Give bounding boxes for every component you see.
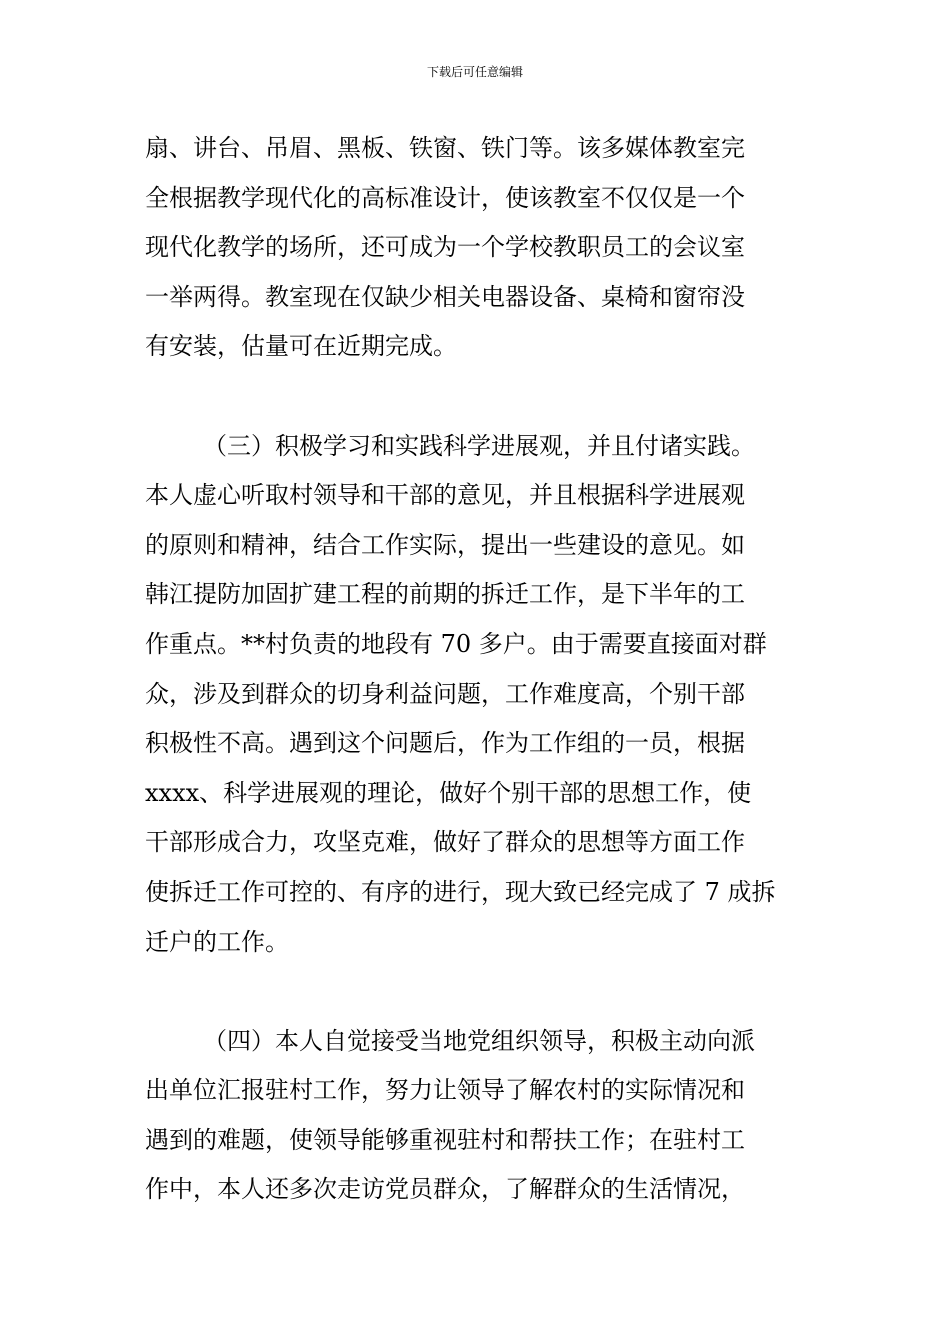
text-line: 的原则和精神，结合工作实际，提出一些建设的意见。如 bbox=[145, 530, 745, 559]
paragraph-heading-line: （四）本人自觉接受当地党组织领导，积极主动向派 bbox=[203, 1026, 755, 1055]
text-line: 全根据教学现代化的高标准设计，使该教室不仅仅是一个 bbox=[145, 183, 745, 212]
text-line: 迁户的工作。 bbox=[145, 927, 289, 956]
text-line: 扇、讲台、吊眉、黑板、铁窗、铁门等。该多媒体教室完 bbox=[145, 134, 745, 162]
text-line: 现代化教学的场所，还可成为一个学校教职员工的会议室 bbox=[145, 233, 745, 262]
text-line: 有安装，估量可在近期完成。 bbox=[145, 332, 457, 361]
text-line: 作重点。**村负责的地段有 70 多户。由于需要直接面对群 bbox=[145, 629, 767, 658]
text-line: 积极性不高。遇到这个问题后，作为工作组的一员，根据 bbox=[145, 729, 745, 758]
text-line: 使拆迁工作可控的、有序的进行，现大致已经完成了 7 成拆 bbox=[145, 877, 776, 906]
text-line: 一举两得。教室现在仅缺少相关电器设备、桌椅和窗帘没 bbox=[145, 282, 745, 311]
paragraph-classroom bbox=[145, 124, 809, 372]
text-line: 本人虚心听取村领导和干部的意见，并且根据科学进展观 bbox=[145, 481, 745, 510]
text-line: 遇到的难题，使领导能够重视驻村和帮扶工作；在驻村工 bbox=[145, 1125, 745, 1154]
text-line: 作中，本人还多次走访党员群众，了解群众的生活情况， bbox=[145, 1175, 745, 1204]
text-line: xxxx、科学进展观的理论，做好个别干部的思想工作，使 bbox=[145, 778, 752, 807]
page-header: 下载后可任意编辑 bbox=[426, 65, 523, 79]
paragraph-gap bbox=[145, 372, 809, 422]
paragraph-heading-line: （三）积极学习和实践科学进展观，并且付诸实践。 bbox=[203, 431, 755, 460]
text-line: 出单位汇报驻村工作，努力让领导了解农村的实际情况和 bbox=[145, 1076, 745, 1105]
document-body bbox=[145, 124, 809, 1215]
text-line: 众，涉及到群众的切身利益问题，工作难度高，个别干部 bbox=[145, 679, 745, 708]
paragraph-section-four bbox=[145, 1017, 809, 1215]
paragraph-section-three bbox=[145, 422, 809, 968]
text-line: 干部形成合力，攻坚克难，做好了群众的思想等方面工作 bbox=[145, 828, 745, 857]
text-line: 韩江提防加固扩建工程的前期的拆迁工作，是下半年的工 bbox=[145, 580, 745, 609]
paragraph-gap bbox=[145, 967, 809, 1017]
